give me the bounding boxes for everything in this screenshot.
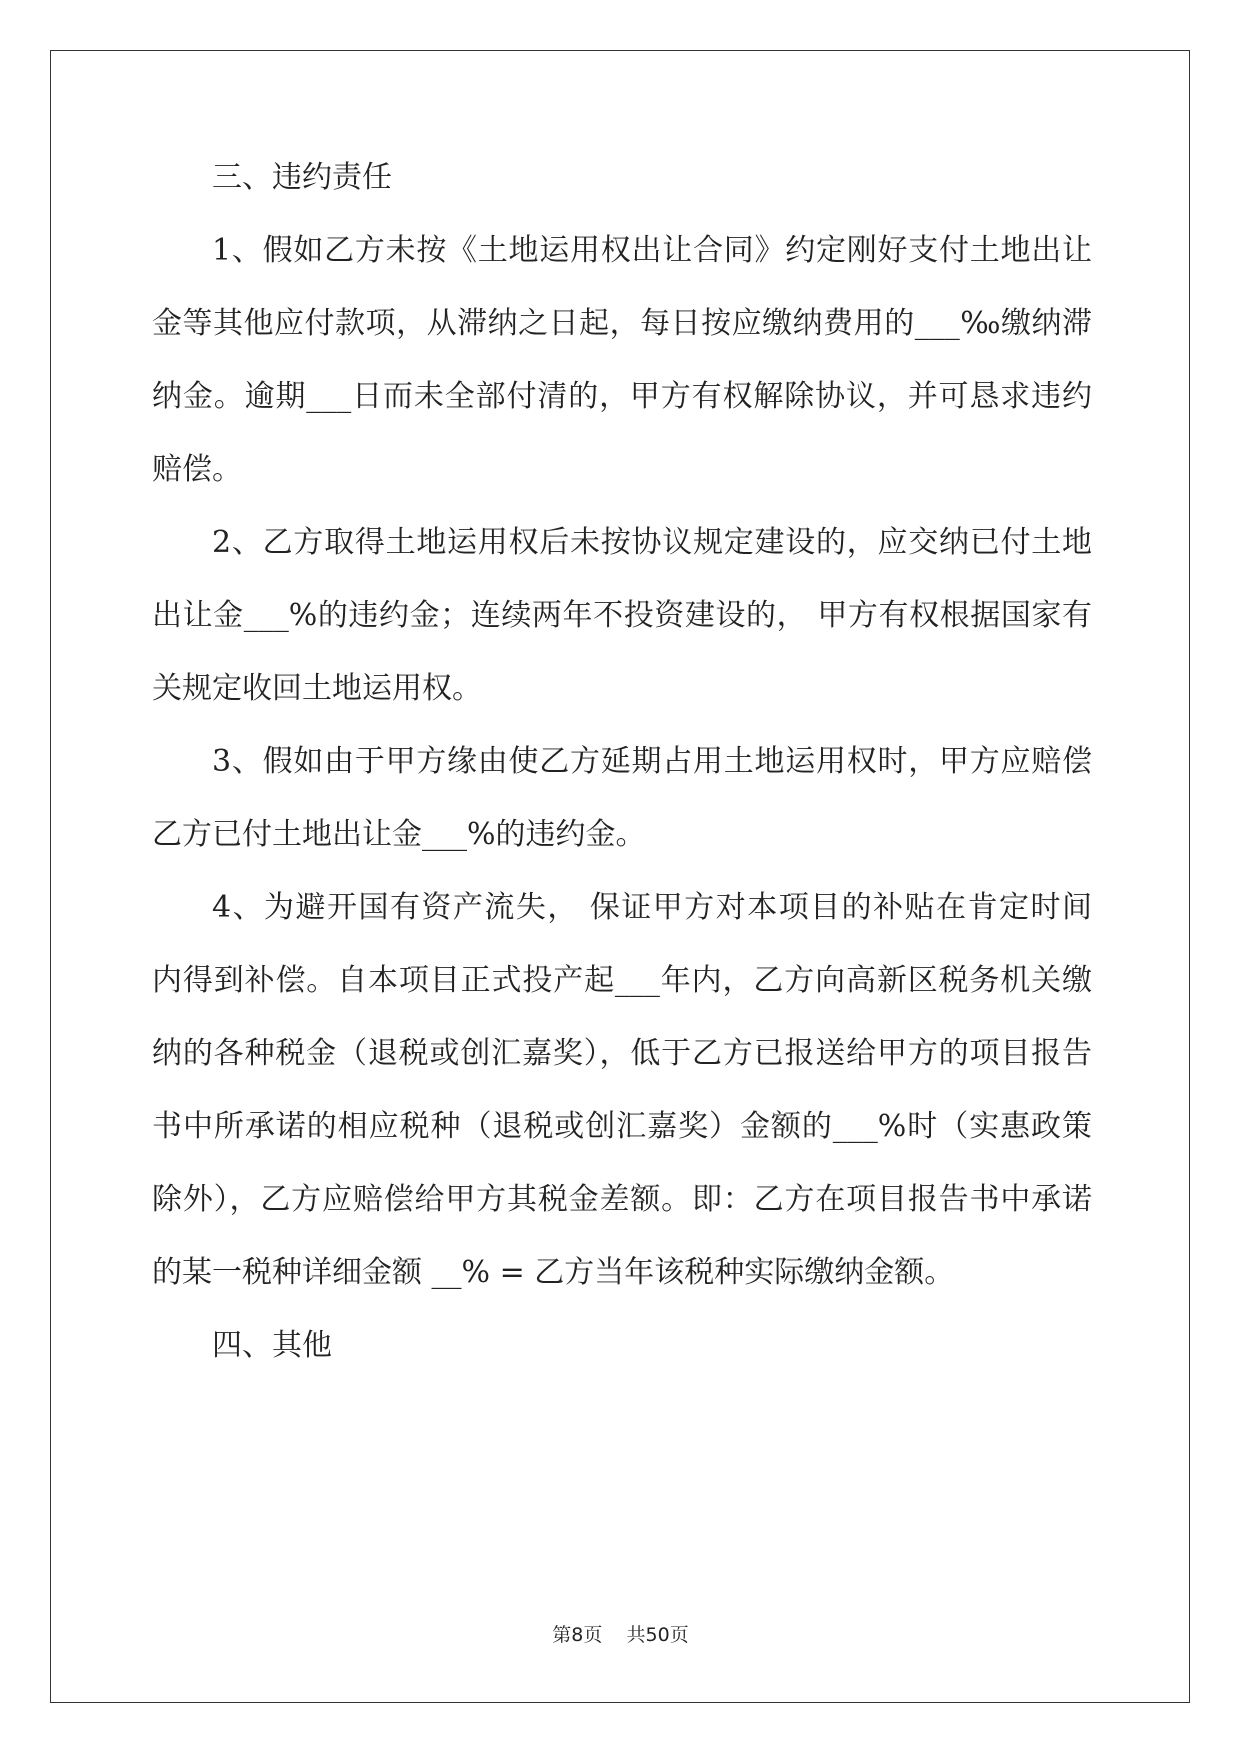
page-footer — [0, 1620, 1241, 1647]
paragraph-1-line-3: 纳金。逾期___日而未全部付清的，甲方有权解除协议，并可恳求违约 — [152, 379, 1092, 414]
paragraph-1-line-1: 1、假如乙方未按《土地运用权出让合同》约定刚好支付土地出让 — [212, 233, 1092, 268]
page-number: 8 — [571, 1624, 584, 1646]
page-border — [50, 50, 1190, 1703]
paragraph-4-line-5: 除外），乙方应赔偿给甲方其税金差额。即：乙方在项目报告书中承诺 — [152, 1182, 1092, 1217]
paragraph-3-line-1: 3、假如由于甲方缘由使乙方延期占用土地运用权时，甲方应赔偿 — [212, 744, 1092, 779]
total-label-prefix: 共 — [626, 1624, 646, 1646]
section-heading-3: 三、违约责任 — [212, 160, 392, 195]
total-label-suffix: 页 — [669, 1624, 689, 1646]
page-label-suffix: 页 — [583, 1624, 603, 1646]
paragraph-2-line-1: 2、乙方取得土地运用权后未按协议规定建设的，应交纳已付土地 — [212, 525, 1092, 560]
paragraph-2-line-3: 关规定收回土地运用权。 — [152, 671, 482, 706]
paragraph-1-line-4: 赔偿。 — [152, 452, 242, 487]
section-heading-4: 四、其他 — [212, 1328, 332, 1363]
paragraph-4-line-6: 的某一税种详细金额 __% = 乙方当年该税种实际缴纳金额。 — [152, 1255, 955, 1290]
total-pages: 50 — [645, 1624, 670, 1646]
paragraph-4-line-1: 4、为避开国有资产流失， 保证甲方对本项目的补贴在肯定时间 — [212, 890, 1092, 925]
paragraph-3-line-2: 乙方已付土地出让金___%的违约金。 — [152, 817, 646, 852]
paragraph-4-line-3: 纳的各种税金（退税或创汇嘉奖），低于乙方已报送给甲方的项目报告 — [152, 1036, 1092, 1071]
paragraph-4-line-2: 内得到补偿。自本项目正式投产起___年内，乙方向高新区税务机关缴 — [152, 963, 1092, 998]
paragraph-4-line-4: 书中所承诺的相应税种（退税或创汇嘉奖）金额的___%时（实惠政策 — [152, 1109, 1092, 1144]
paragraph-2-line-2: 出让金___%的违约金；连续两年不投资建设的， 甲方有权根据国家有 — [152, 598, 1092, 633]
page-label-prefix: 第 — [552, 1624, 572, 1646]
paragraph-1-line-2: 金等其他应付款项，从滞纳之日起，每日按应缴纳费用的___‰缴纳滞 — [152, 306, 1092, 341]
